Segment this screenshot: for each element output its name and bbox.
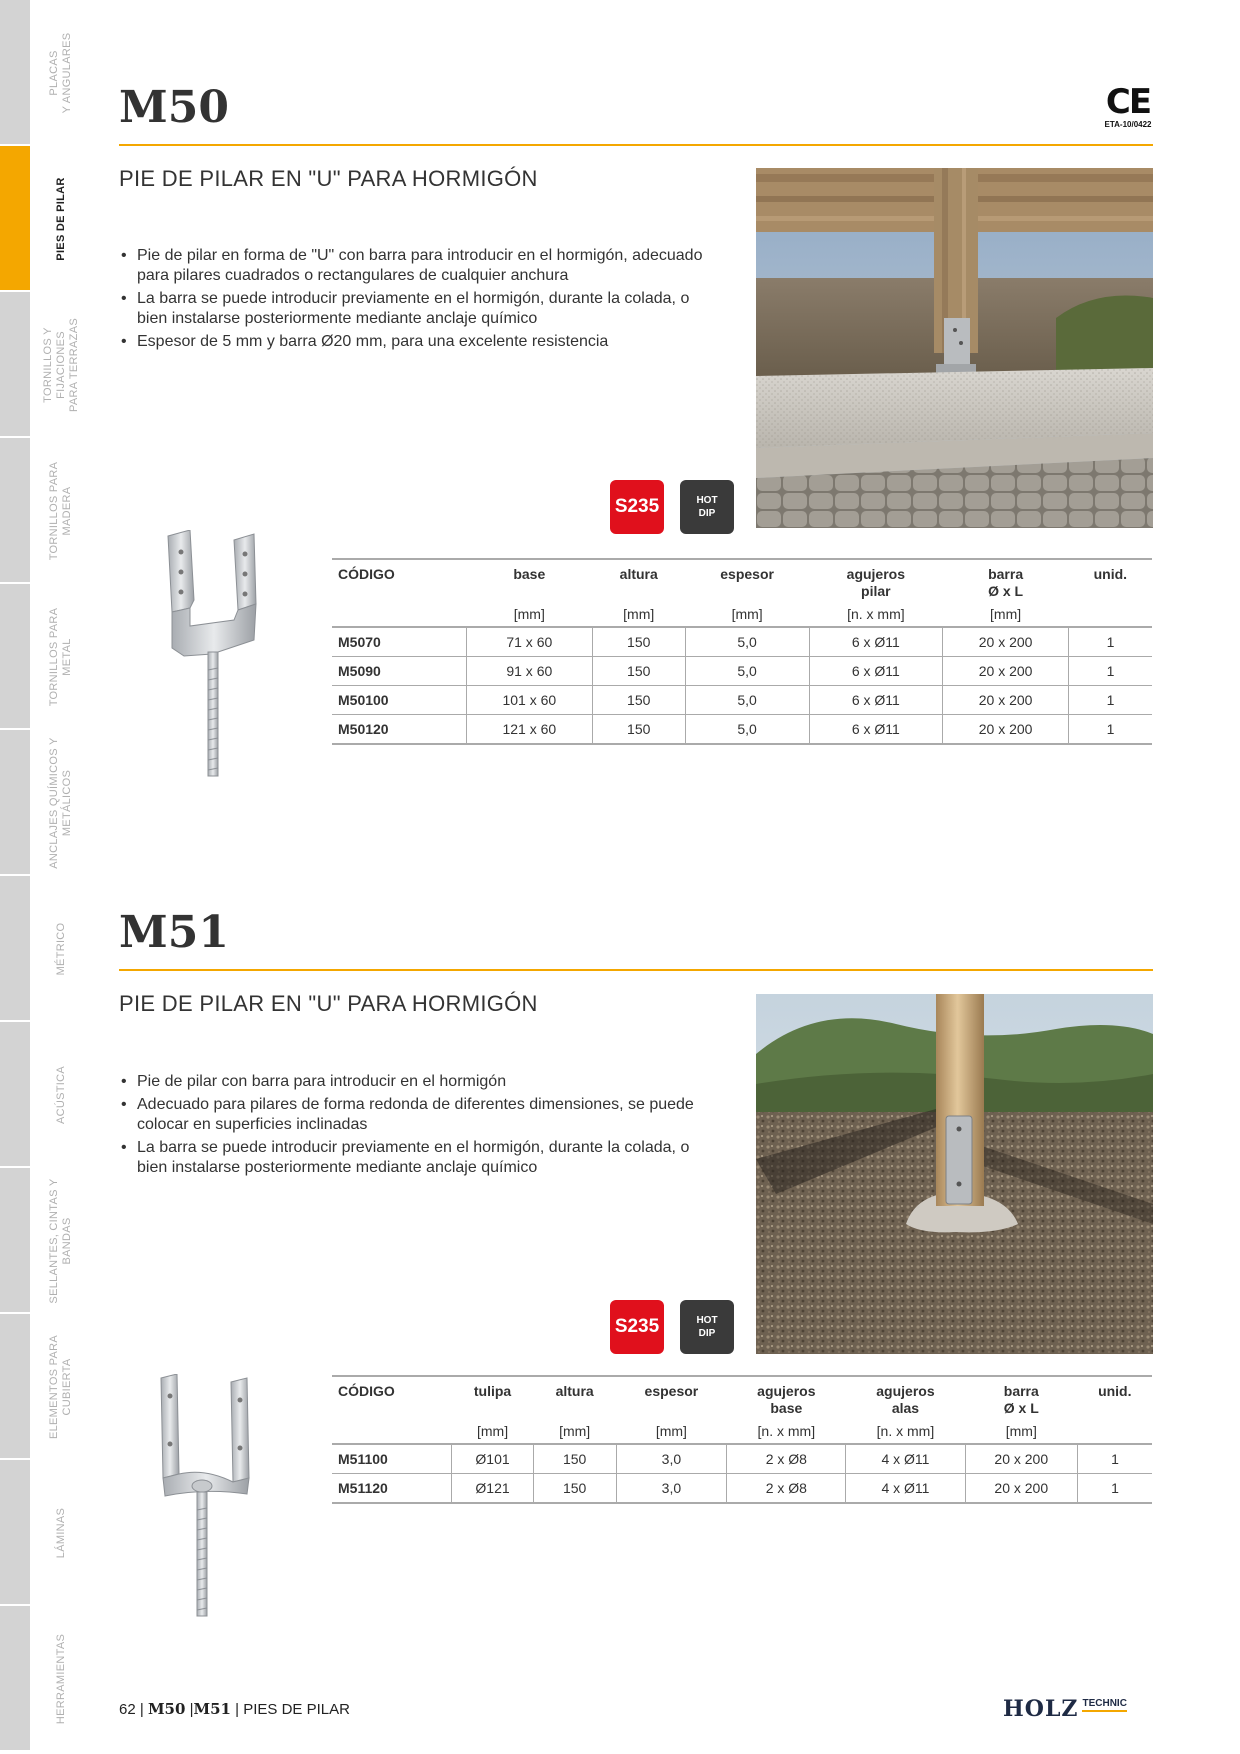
- eta-code: ETA-10/0422: [1104, 120, 1152, 129]
- sidebar-tab-label-line: PARA TERRAZAS: [67, 318, 80, 412]
- column-unit: [mm]: [616, 1417, 727, 1444]
- column-unit: [332, 1417, 452, 1444]
- table-cell: 91 x 60: [466, 657, 592, 686]
- table-cell: 71 x 60: [466, 627, 592, 657]
- sidebar-tab-label: [40, 149, 82, 289]
- sidebar-tab[interactable]: [0, 584, 30, 730]
- table-cell: 4 x Ø11: [846, 1444, 965, 1474]
- m50-spec-table: [332, 558, 1152, 745]
- table-row: [332, 657, 1152, 686]
- m51-bullet: • Pie de pilar con barra para introducir en el hormigón: [119, 1072, 719, 1092]
- table-cell: 20 x 200: [965, 1444, 1078, 1474]
- table-cell: 3,0: [616, 1444, 727, 1474]
- m51-bullet: • Adecuado para pilares de forma redonda de diferentes dimensiones, se puede colocar en superficies inclinadas: [119, 1095, 719, 1135]
- table-cell: 150: [592, 715, 685, 745]
- m51-bullet: • La barra se puede introducir previamente en el hormigón, durante la colada, o bien instalarse posteriormente mediante anclaje químico: [119, 1138, 719, 1178]
- table-cell: 5,0: [685, 686, 809, 715]
- table-row: [332, 715, 1152, 745]
- sidebar-tab-label-line: Y ANGULARES: [61, 32, 73, 114]
- table-cell: Ø101: [452, 1444, 533, 1474]
- product-code-cell: M50100: [332, 686, 466, 715]
- product-code-cell: M51120: [332, 1474, 452, 1504]
- m50-bullet: • Espesor de 5 mm y barra Ø20 mm, para una excelente resistencia: [119, 332, 719, 352]
- sidebar-tab-label-line: TORNILLOS PARA: [48, 461, 60, 561]
- sidebar-tab-label-line: MADERA: [61, 486, 73, 536]
- hot-label: HOT: [696, 1315, 718, 1326]
- table-cell: 3,0: [616, 1474, 727, 1504]
- table-cell: 20 x 200: [943, 686, 1069, 715]
- footer-code-m50: M50: [147, 1700, 186, 1718]
- sidebar-tab-label: [40, 295, 82, 435]
- product-code-cell: M50120: [332, 715, 466, 745]
- ce-logo: CE: [1105, 82, 1151, 122]
- column-header: unid.: [1078, 1376, 1152, 1417]
- column-unit: [mm]: [452, 1417, 533, 1444]
- sidebar-tab-label-line: HERRAMIENTAS: [54, 1633, 67, 1725]
- brand-suffix: TECHNIC: [1082, 1698, 1126, 1712]
- sidebar-tab-label: [40, 1171, 82, 1311]
- sidebar-tab-label-line: ACÚSTICA: [54, 1065, 67, 1125]
- sidebar-tab[interactable]: [0, 0, 30, 146]
- s235-badge: S235: [610, 480, 664, 534]
- sidebar-tab-label-line: BANDAS: [61, 1217, 73, 1265]
- sidebar-tab-label-line: CUBIERTA: [61, 1358, 73, 1416]
- sidebar-tab-label: [40, 1025, 82, 1165]
- table-cell: 1: [1078, 1474, 1152, 1504]
- table-cell: 2 x Ø8: [727, 1444, 846, 1474]
- column-unit: [mm]: [965, 1417, 1078, 1444]
- table-cell: 20 x 200: [943, 657, 1069, 686]
- product-code-cell: M5090: [332, 657, 466, 686]
- sidebar-tab[interactable]: [0, 1314, 30, 1460]
- column-header: espesor: [685, 559, 809, 600]
- dip-label: DIP: [698, 1328, 716, 1339]
- column-unit: [mm]: [685, 600, 809, 627]
- table-row: [332, 1474, 1152, 1504]
- sidebar-tab-label-line: PIES DE PILAR: [54, 177, 67, 261]
- column-unit: [mm]: [943, 600, 1069, 627]
- footer-code-m51: M51: [193, 1700, 231, 1718]
- sidebar-tab[interactable]: [0, 876, 30, 1022]
- sidebar-tab-label-line: LÁMINAS: [54, 1507, 67, 1559]
- hot-dip-badge: [680, 480, 734, 534]
- m50-bullet: • La barra se puede introducir previamente en el hormigón, durante la colada, o bien instalarse posteriormente mediante anclaje químico: [119, 289, 719, 329]
- table-row: [332, 686, 1152, 715]
- m50-bullet: • Pie de pilar en forma de "U" con barra para introducir en el hormigón, adecuado para pilares cuadrados o rectangulares de cualquier anchura: [119, 246, 719, 286]
- sidebar-tab-label: [40, 1317, 82, 1457]
- sidebar-tab[interactable]: [0, 438, 30, 584]
- m51-code: M51: [119, 907, 229, 958]
- holz-technic-logo: [1003, 1696, 1127, 1722]
- hot-label: HOT: [696, 495, 718, 506]
- table-cell: 6 x Ø11: [809, 715, 942, 745]
- column-unit: [mm]: [466, 600, 592, 627]
- m50-product-image: [150, 530, 270, 780]
- sidebar-tab-label-line: SELLANTES, CINTAS Y: [48, 1178, 60, 1304]
- table-cell: 20 x 200: [943, 715, 1069, 745]
- column-header: altura: [533, 1376, 616, 1417]
- table-cell: 2 x Ø8: [727, 1474, 846, 1504]
- column-header: unid.: [1069, 559, 1152, 600]
- table-cell: 6 x Ø11: [809, 657, 942, 686]
- table-row: [332, 627, 1152, 657]
- table-cell: 1: [1069, 715, 1152, 745]
- table-cell: 20 x 200: [965, 1474, 1078, 1504]
- m51-spec-table: [332, 1375, 1152, 1504]
- column-header: agujeros pilar: [809, 559, 942, 600]
- table-cell: 150: [533, 1444, 616, 1474]
- table-cell: 150: [592, 627, 685, 657]
- table-cell: 5,0: [685, 627, 809, 657]
- sidebar-tab-label-line: PLACAS: [48, 50, 60, 96]
- table-cell: 4 x Ø11: [846, 1474, 965, 1504]
- sidebar-tab-label-line: METÁLICOS: [61, 769, 73, 837]
- table-cell: 1: [1069, 686, 1152, 715]
- sidebar-tab-label: [40, 733, 82, 873]
- page-footer: [119, 1700, 350, 1718]
- sidebar-tab-label: [40, 587, 82, 727]
- sidebar-tab[interactable]: [0, 292, 30, 438]
- m51-rule: [119, 969, 1153, 971]
- m50-subtitle: PIE DE PILAR EN "U" PARA HORMIGÓN: [119, 166, 538, 191]
- m50-photo: [756, 168, 1153, 528]
- m51-bullets: [119, 1072, 719, 1181]
- sidebar-tab-label-line: METAL: [61, 638, 73, 676]
- sidebar-tab[interactable]: [0, 730, 30, 876]
- column-unit: [n. x mm]: [846, 1417, 965, 1444]
- product-code-cell: M51100: [332, 1444, 452, 1474]
- table-cell: 1: [1069, 627, 1152, 657]
- column-unit: [mm]: [533, 1417, 616, 1444]
- sidebar-tab-label: [40, 441, 82, 581]
- column-header: agujeros base: [727, 1376, 846, 1417]
- column-header: tulipa: [452, 1376, 533, 1417]
- column-unit: [mm]: [592, 600, 685, 627]
- column-header: agujeros alas: [846, 1376, 965, 1417]
- footer-sep: |: [139, 1701, 144, 1718]
- table-cell: 150: [533, 1474, 616, 1504]
- m50-bullets: [119, 246, 719, 355]
- footer-section: PIES DE PILAR: [243, 1701, 350, 1718]
- table-cell: 150: [592, 686, 685, 715]
- column-header: altura: [592, 559, 685, 600]
- m50-rule: [119, 144, 1153, 146]
- table-cell: 1: [1078, 1444, 1152, 1474]
- s235-badge: S235: [610, 1300, 664, 1354]
- column-unit: [n. x mm]: [809, 600, 942, 627]
- sidebar-tab-label-line: TORNILLOS Y: [41, 327, 54, 403]
- column-unit: [332, 600, 466, 627]
- sidebar-tab-label-line: ELEMENTOS PARA: [48, 1334, 60, 1440]
- table-cell: 6 x Ø11: [809, 686, 942, 715]
- sidebar-tab[interactable]: [0, 1606, 30, 1752]
- table-cell: 101 x 60: [466, 686, 592, 715]
- page-number: 62: [119, 1701, 136, 1718]
- sidebar-tab-label-line: ANCLAJES QUÍMICOS Y: [48, 737, 60, 869]
- table-cell: 5,0: [685, 657, 809, 686]
- sidebar-tab-label-line: TORNILLOS PARA: [48, 607, 60, 707]
- sidebar-tab-label: [40, 1463, 82, 1603]
- sidebar-tab[interactable]: [0, 1168, 30, 1314]
- column-header: barra Ø x L: [965, 1376, 1078, 1417]
- column-header: CÓDIGO: [332, 1376, 452, 1417]
- table-row: [332, 1444, 1152, 1474]
- footer-sep: |: [189, 1701, 194, 1718]
- table-cell: 121 x 60: [466, 715, 592, 745]
- table-cell: 150: [592, 657, 685, 686]
- sidebar-tab[interactable]: [0, 1022, 30, 1168]
- table-cell: 20 x 200: [943, 627, 1069, 657]
- hot-dip-badge: [680, 1300, 734, 1354]
- column-header: base: [466, 559, 592, 600]
- dip-label: DIP: [698, 508, 716, 519]
- sidebar-tab[interactable]: [0, 146, 30, 292]
- column-unit: [1078, 1417, 1152, 1444]
- brand-name: HOLZ: [1003, 1696, 1079, 1722]
- sidebar-tab-label: [40, 879, 82, 1019]
- ce-mark: [1100, 84, 1156, 129]
- table-cell: 6 x Ø11: [809, 627, 942, 657]
- m51-product-image: [155, 1374, 255, 1620]
- sidebar-tab-label: [40, 3, 82, 143]
- column-unit: [n. x mm]: [727, 1417, 846, 1444]
- m51-subtitle: PIE DE PILAR EN "U" PARA HORMIGÓN: [119, 991, 538, 1016]
- column-unit: [1069, 600, 1152, 627]
- m51-photo: [756, 994, 1153, 1354]
- sidebar-tab-label: [40, 1609, 82, 1749]
- table-cell: 5,0: [685, 715, 809, 745]
- column-header: CÓDIGO: [332, 559, 466, 600]
- sidebar-tab-label-line: MÉTRICO: [54, 922, 67, 976]
- product-code-cell: M5070: [332, 627, 466, 657]
- sidebar-tab[interactable]: [0, 1460, 30, 1606]
- sidebar-tab-label-line: FIJACIONES: [54, 331, 67, 399]
- footer-sep: |: [235, 1701, 240, 1718]
- table-cell: 1: [1069, 657, 1152, 686]
- column-header: espesor: [616, 1376, 727, 1417]
- m50-code: M50: [119, 82, 229, 133]
- table-cell: Ø121: [452, 1474, 533, 1504]
- column-header: barra Ø x L: [943, 559, 1069, 600]
